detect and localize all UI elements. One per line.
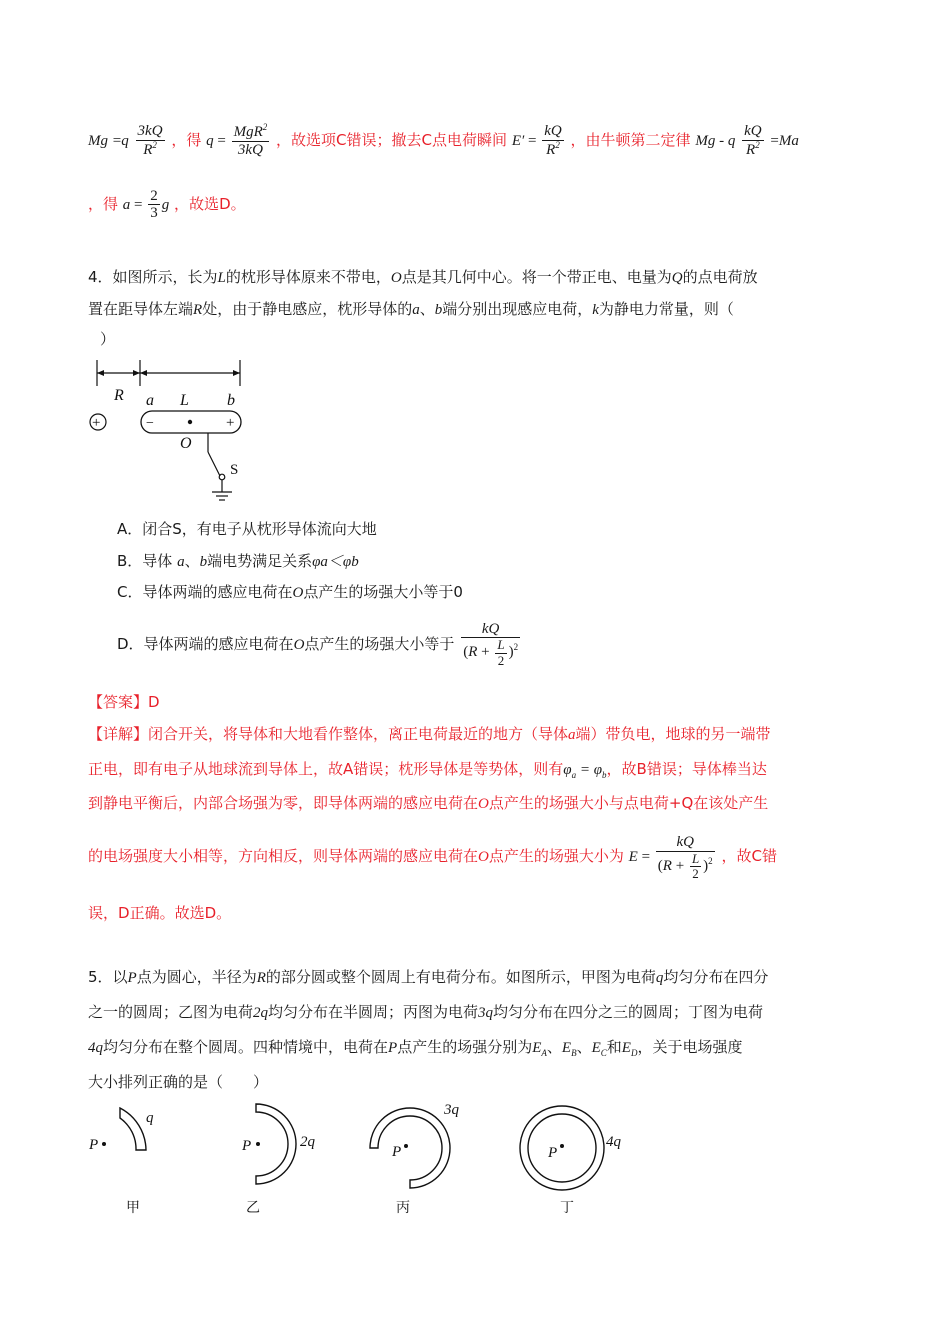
q4-detail-line-5: 误，D正确。故选D。: [88, 904, 232, 922]
fig-jia-p: P: [89, 1137, 99, 1153]
fig-bing-p: P: [392, 1144, 402, 1160]
q5-figure-bing: [364, 1100, 474, 1220]
center-o: [188, 420, 192, 424]
switch-pivot: [219, 474, 225, 480]
minus-sign: −: [146, 416, 154, 431]
q4-answer: 【答案】D: [88, 693, 160, 711]
label-s: S: [230, 462, 239, 478]
label-l: L: [180, 392, 189, 409]
fig-ding-charge: 4q: [606, 1134, 621, 1150]
q4-stem-line-2: 置在距导体左端R处，由于静电感应，枕形导体的a、b端分别出现感应电荷，k为静电力常量，则（: [88, 300, 734, 318]
label-r: R: [114, 387, 124, 404]
q5-figure-jia: [84, 1100, 174, 1220]
fig-bing-label: 丙: [396, 1201, 410, 1216]
fig-jia-label: 甲: [126, 1201, 140, 1216]
frac-kq-r2-b: $\frac{kQ}{R^2}$: [744, 123, 762, 158]
q4-stem-line-1: 4．如图所示，长为L的枕形导体原来不带电，O点是其几何中心。将一个带正电、电量为Q的点电荷放: [88, 268, 758, 286]
q5-stem-line-2: 之一的圆周；乙图为电荷2q均匀分布在半圆周；丙图为电荷3q均匀分布在四分之三的圆周；丁图为电荷: [88, 1003, 764, 1021]
q5-stem-line-3: 4q均匀分布在整个圆周。四种情境中，电荷在P点产生的场强分别为$E_A$、$E_B$、$E_C$和$E_D$，关于电场强度: [88, 1038, 743, 1058]
q5-stem-line-4: 大小排列正确的是（ ）: [88, 1073, 269, 1091]
q4-option-a: A．闭合S，有电子从枕形导体流向大地: [117, 520, 377, 538]
plus-sign: +: [226, 415, 235, 431]
fig-ding-label: 丁: [560, 1201, 574, 1216]
frac-mgr2-3kq: $\frac{MgR^2}{3kQ}$: [233, 122, 268, 158]
q4-option-d: D．导体两端的感应电荷在O点产生的场强大小等于 kQ (R + $\frac{L}{2}$ )$^2$: [117, 620, 519, 668]
q4-option-c: C．导体两端的感应电荷在O点产生的场强大小等于0: [117, 583, 463, 601]
point-charge-sign: +: [92, 415, 101, 431]
label-o: O: [180, 435, 192, 452]
formula-mg: Mg: [88, 133, 108, 149]
prev-line-2: ，得 a = $\frac{2}{3}$ g ，故选D。: [88, 187, 246, 221]
frac-kq-r2: $\frac{kQ}{R^2}$: [544, 123, 562, 158]
frac-3kq-r2: $\frac{3kQ}{R^2}$: [137, 123, 163, 158]
q4-option-b: B．导体 a、b端电势满足关系φa＜φb: [117, 552, 359, 570]
q4-detail-line-1: 【详解】闭合开关，将导体和大地看作整体，离正电荷最近的地方（导体a端）带负电，地球的另一端带: [88, 725, 771, 743]
q5-figure-yi: [236, 1100, 336, 1220]
q4-stem-line-3: ）: [100, 330, 116, 348]
fig-ding-p: P: [548, 1145, 558, 1161]
prev-line-1: Mg =q $\frac{3kQ}{R^2}$ ，得 q = $\frac{MgR^2}{3kQ}$ ，故选项C错误；撤去C点电荷瞬间 E′ = $\frac{kQ}{R^2}$ ，由牛顿第二定律 Mg - q $\frac{kQ}{R^2}$ =Ma: [88, 122, 799, 158]
q5-figure-ding: [516, 1100, 636, 1220]
label-b: b: [227, 392, 235, 409]
fig-bing-charge: 3q: [444, 1102, 459, 1118]
fig-yi-charge: 2q: [300, 1134, 315, 1150]
q4-detail-line-3: 到静电平衡后，内部合场强为零，即导体两端的感应电荷在O点产生的场强大小与点电荷+Q在该处产生: [88, 794, 769, 812]
q4-detail-line-2: 正电，即有电子从地球流到导体上，故A错误；枕形导体是等势体，则有$\varphi_a = \varphi_b$，故B错误；导体棒当达: [88, 760, 767, 780]
q4-pillow-conductor-diagram: [84, 356, 254, 506]
frac-kq-r-l2: kQ (R + $\frac{L}{2}$ )$^2$: [463, 620, 519, 668]
fig-jia-charge: q: [146, 1110, 154, 1126]
q5-stem-line-1: 5．以P点为圆心，半径为R的部分圆或整个圆周上有电荷分布。如图所示，甲图为电荷q均匀分布在四分: [88, 968, 769, 986]
frac-2-3: $\frac{2}{3}$: [150, 187, 158, 221]
fig-yi-p: P: [242, 1138, 252, 1154]
fig-yi-label: 乙: [246, 1201, 260, 1216]
q4-detail-line-4: 的电场强度大小相等，方向相反，则导体两端的感应电荷在O点产生的场强大小为 E = kQ (R + $\frac{L}{2}$ )$^2$ ，故C错: [88, 834, 777, 881]
label-a: a: [146, 392, 154, 409]
